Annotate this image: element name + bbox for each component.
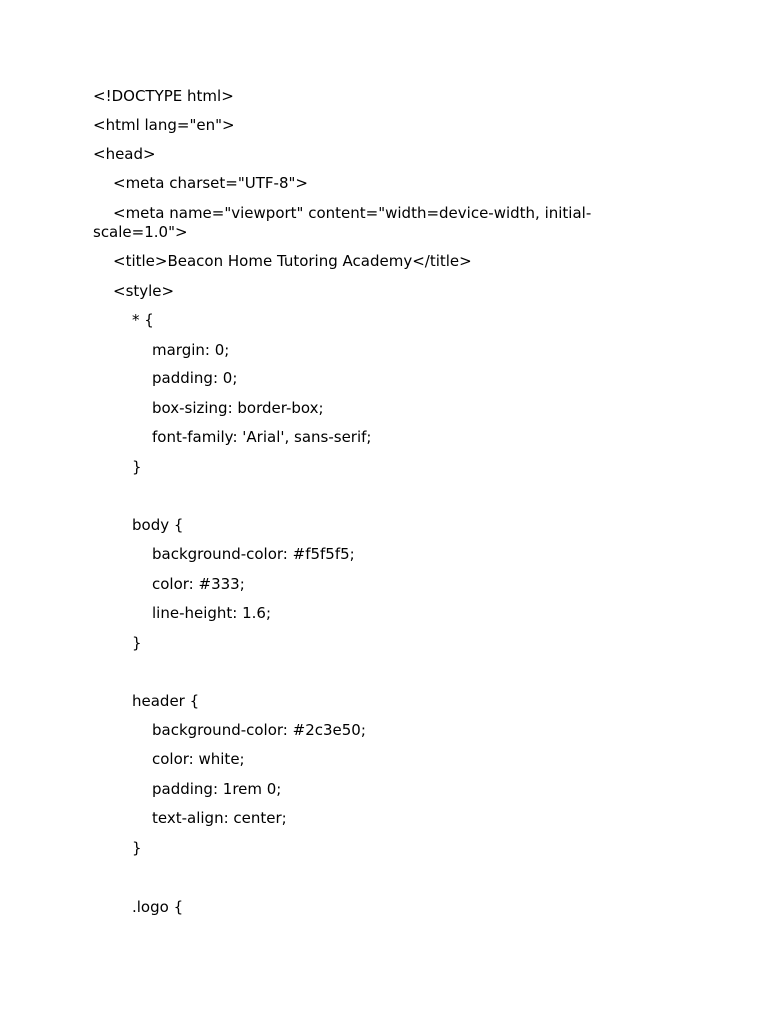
code-line: <style>: [113, 282, 175, 300]
code-line: <title>Beacon Home Tutoring Academy</title>: [113, 252, 472, 270]
code-line: margin: 0;: [152, 341, 230, 359]
code-line: font-family: 'Arial', sans-serif;: [152, 428, 372, 446]
code-line: background-color: #2c3e50;: [152, 721, 366, 739]
code-line: <meta name="viewport" content="width=device-width, initial-: [113, 204, 592, 222]
code-line: .logo {: [132, 898, 184, 916]
code-line: padding: 1rem 0;: [152, 780, 282, 798]
code-line: color: #333;: [152, 575, 245, 593]
code-line: <!DOCTYPE html>: [93, 87, 234, 105]
code-line: header {: [132, 692, 200, 710]
code-line: box-sizing: border-box;: [152, 399, 324, 417]
code-line: background-color: #f5f5f5;: [152, 545, 355, 563]
code-line: }: [132, 634, 142, 652]
code-line: line-height: 1.6;: [152, 604, 272, 622]
code-line: <html lang="en">: [93, 116, 235, 134]
code-line: }: [132, 839, 142, 857]
code-line: color: white;: [152, 750, 245, 768]
code-line: <meta charset="UTF-8">: [113, 174, 308, 192]
code-line: body {: [132, 516, 184, 534]
code-line: * {: [132, 311, 154, 329]
code-line: scale=1.0">: [93, 223, 188, 241]
code-line: }: [132, 458, 142, 476]
code-line: padding: 0;: [152, 369, 238, 387]
code-line: text-align: center;: [152, 809, 287, 827]
code-line: <head>: [93, 145, 156, 163]
